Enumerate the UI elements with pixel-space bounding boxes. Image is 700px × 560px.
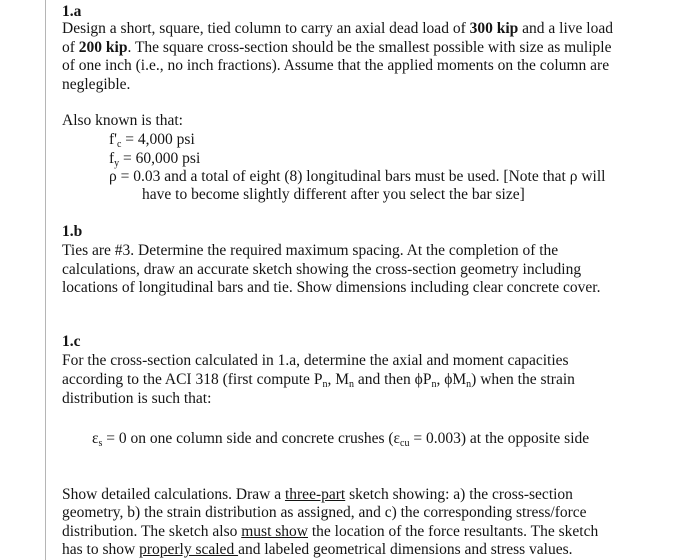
fc-line bbox=[109, 130, 195, 149]
subscript: cu bbox=[400, 438, 410, 449]
epsilon-symbol: ε bbox=[92, 430, 99, 447]
known-intro: Also known is that: bbox=[62, 112, 183, 129]
fy-value: = 60,000 psi bbox=[119, 150, 201, 167]
rho-line-1: ρ = 0.03 and a total of eight (8) longitudinal bars must be used. [Note that ρ will bbox=[109, 168, 606, 185]
text-run: and then ϕP bbox=[353, 371, 432, 388]
live-load-value: 200 kip bbox=[78, 39, 128, 56]
text-run: has to show bbox=[62, 541, 140, 558]
text-run: = 0.003) at the opposite side bbox=[409, 430, 590, 447]
underlined-text: must show bbox=[241, 523, 308, 540]
left-margin-line bbox=[45, 0, 46, 560]
text-run: . The square cross-section should be the smallest possible with size as muliple bbox=[127, 39, 612, 56]
heading-1b: 1.b bbox=[62, 223, 83, 240]
fy-symbol: f bbox=[109, 150, 115, 167]
p3-line-3: distribution is such that: bbox=[62, 390, 212, 407]
text-run: , M bbox=[327, 371, 349, 388]
p2-line-1: Ties are #3. Determine the required maximum spacing. At the completion of the bbox=[62, 242, 559, 259]
p4-line-4 bbox=[62, 540, 573, 559]
heading-1c: 1.c bbox=[62, 333, 81, 350]
text-run: of bbox=[62, 39, 79, 56]
text-run: , ϕM bbox=[436, 371, 467, 388]
fc-subscript: c bbox=[116, 139, 122, 150]
fc-value: = 4,000 psi bbox=[121, 131, 195, 148]
dead-load-value: 300 kip bbox=[469, 20, 519, 37]
text-run: and labeled geometrical dimensions and stress values. bbox=[238, 541, 573, 558]
underlined-text: three-part bbox=[284, 486, 346, 503]
p1-line-3: of one inch (i.e., no inch fractions). Assume that the applied moments on the column are bbox=[62, 57, 610, 74]
p1-line-4: neglegible. bbox=[62, 76, 131, 93]
p4-line-2: geometry, b) the strain distribution as assigned, and c) the corresponding stress/force bbox=[62, 504, 587, 521]
text-run: sketch showing: a) the cross-section bbox=[345, 486, 573, 503]
text-run: and a live load bbox=[518, 20, 613, 37]
fy-subscript: y bbox=[114, 158, 120, 169]
p4-line-3 bbox=[62, 522, 598, 541]
text-run: according to the ACI 318 (first compute P bbox=[62, 371, 323, 388]
subscript: n bbox=[466, 379, 472, 390]
p3-line-2 bbox=[62, 370, 575, 389]
p1-line-2 bbox=[62, 38, 611, 57]
text-run: the location of the force resultants. The sketch bbox=[307, 523, 599, 540]
p2-line-2: calculations, draw an accurate sketch showing the cross-section geometry including bbox=[62, 261, 582, 278]
text-run: Design a short, square, tied column to carry an axial dead load of bbox=[62, 20, 470, 37]
p4-line-1 bbox=[62, 485, 573, 504]
strain-condition-line bbox=[92, 429, 589, 448]
subscript: n bbox=[322, 379, 328, 390]
subscript: n bbox=[431, 379, 437, 390]
underlined-text: properly scaled bbox=[139, 541, 239, 558]
subscript: n bbox=[348, 379, 354, 390]
p1-line-1 bbox=[62, 19, 613, 38]
text-run: ) when the strain bbox=[471, 371, 575, 388]
text-run: distribution. The sketch also bbox=[62, 523, 242, 540]
subscript: s bbox=[98, 438, 103, 449]
rho-line-2: have to become slightly different after you select the bar size] bbox=[142, 186, 525, 203]
text-run: = 0 on one column side and concrete crushes (ε bbox=[102, 430, 401, 447]
text-run: Show detailed calculations. Draw a bbox=[62, 486, 285, 503]
p3-line-1: For the cross-section calculated in 1.a, determine the axial and moment capacities bbox=[62, 352, 569, 369]
p2-line-3: locations of longitudinal bars and tie. Show dimensions including clear concrete cover. bbox=[62, 279, 601, 296]
fy-line bbox=[109, 149, 200, 168]
heading-1a: 1.a bbox=[62, 3, 82, 20]
fc-symbol: f' bbox=[109, 131, 117, 148]
